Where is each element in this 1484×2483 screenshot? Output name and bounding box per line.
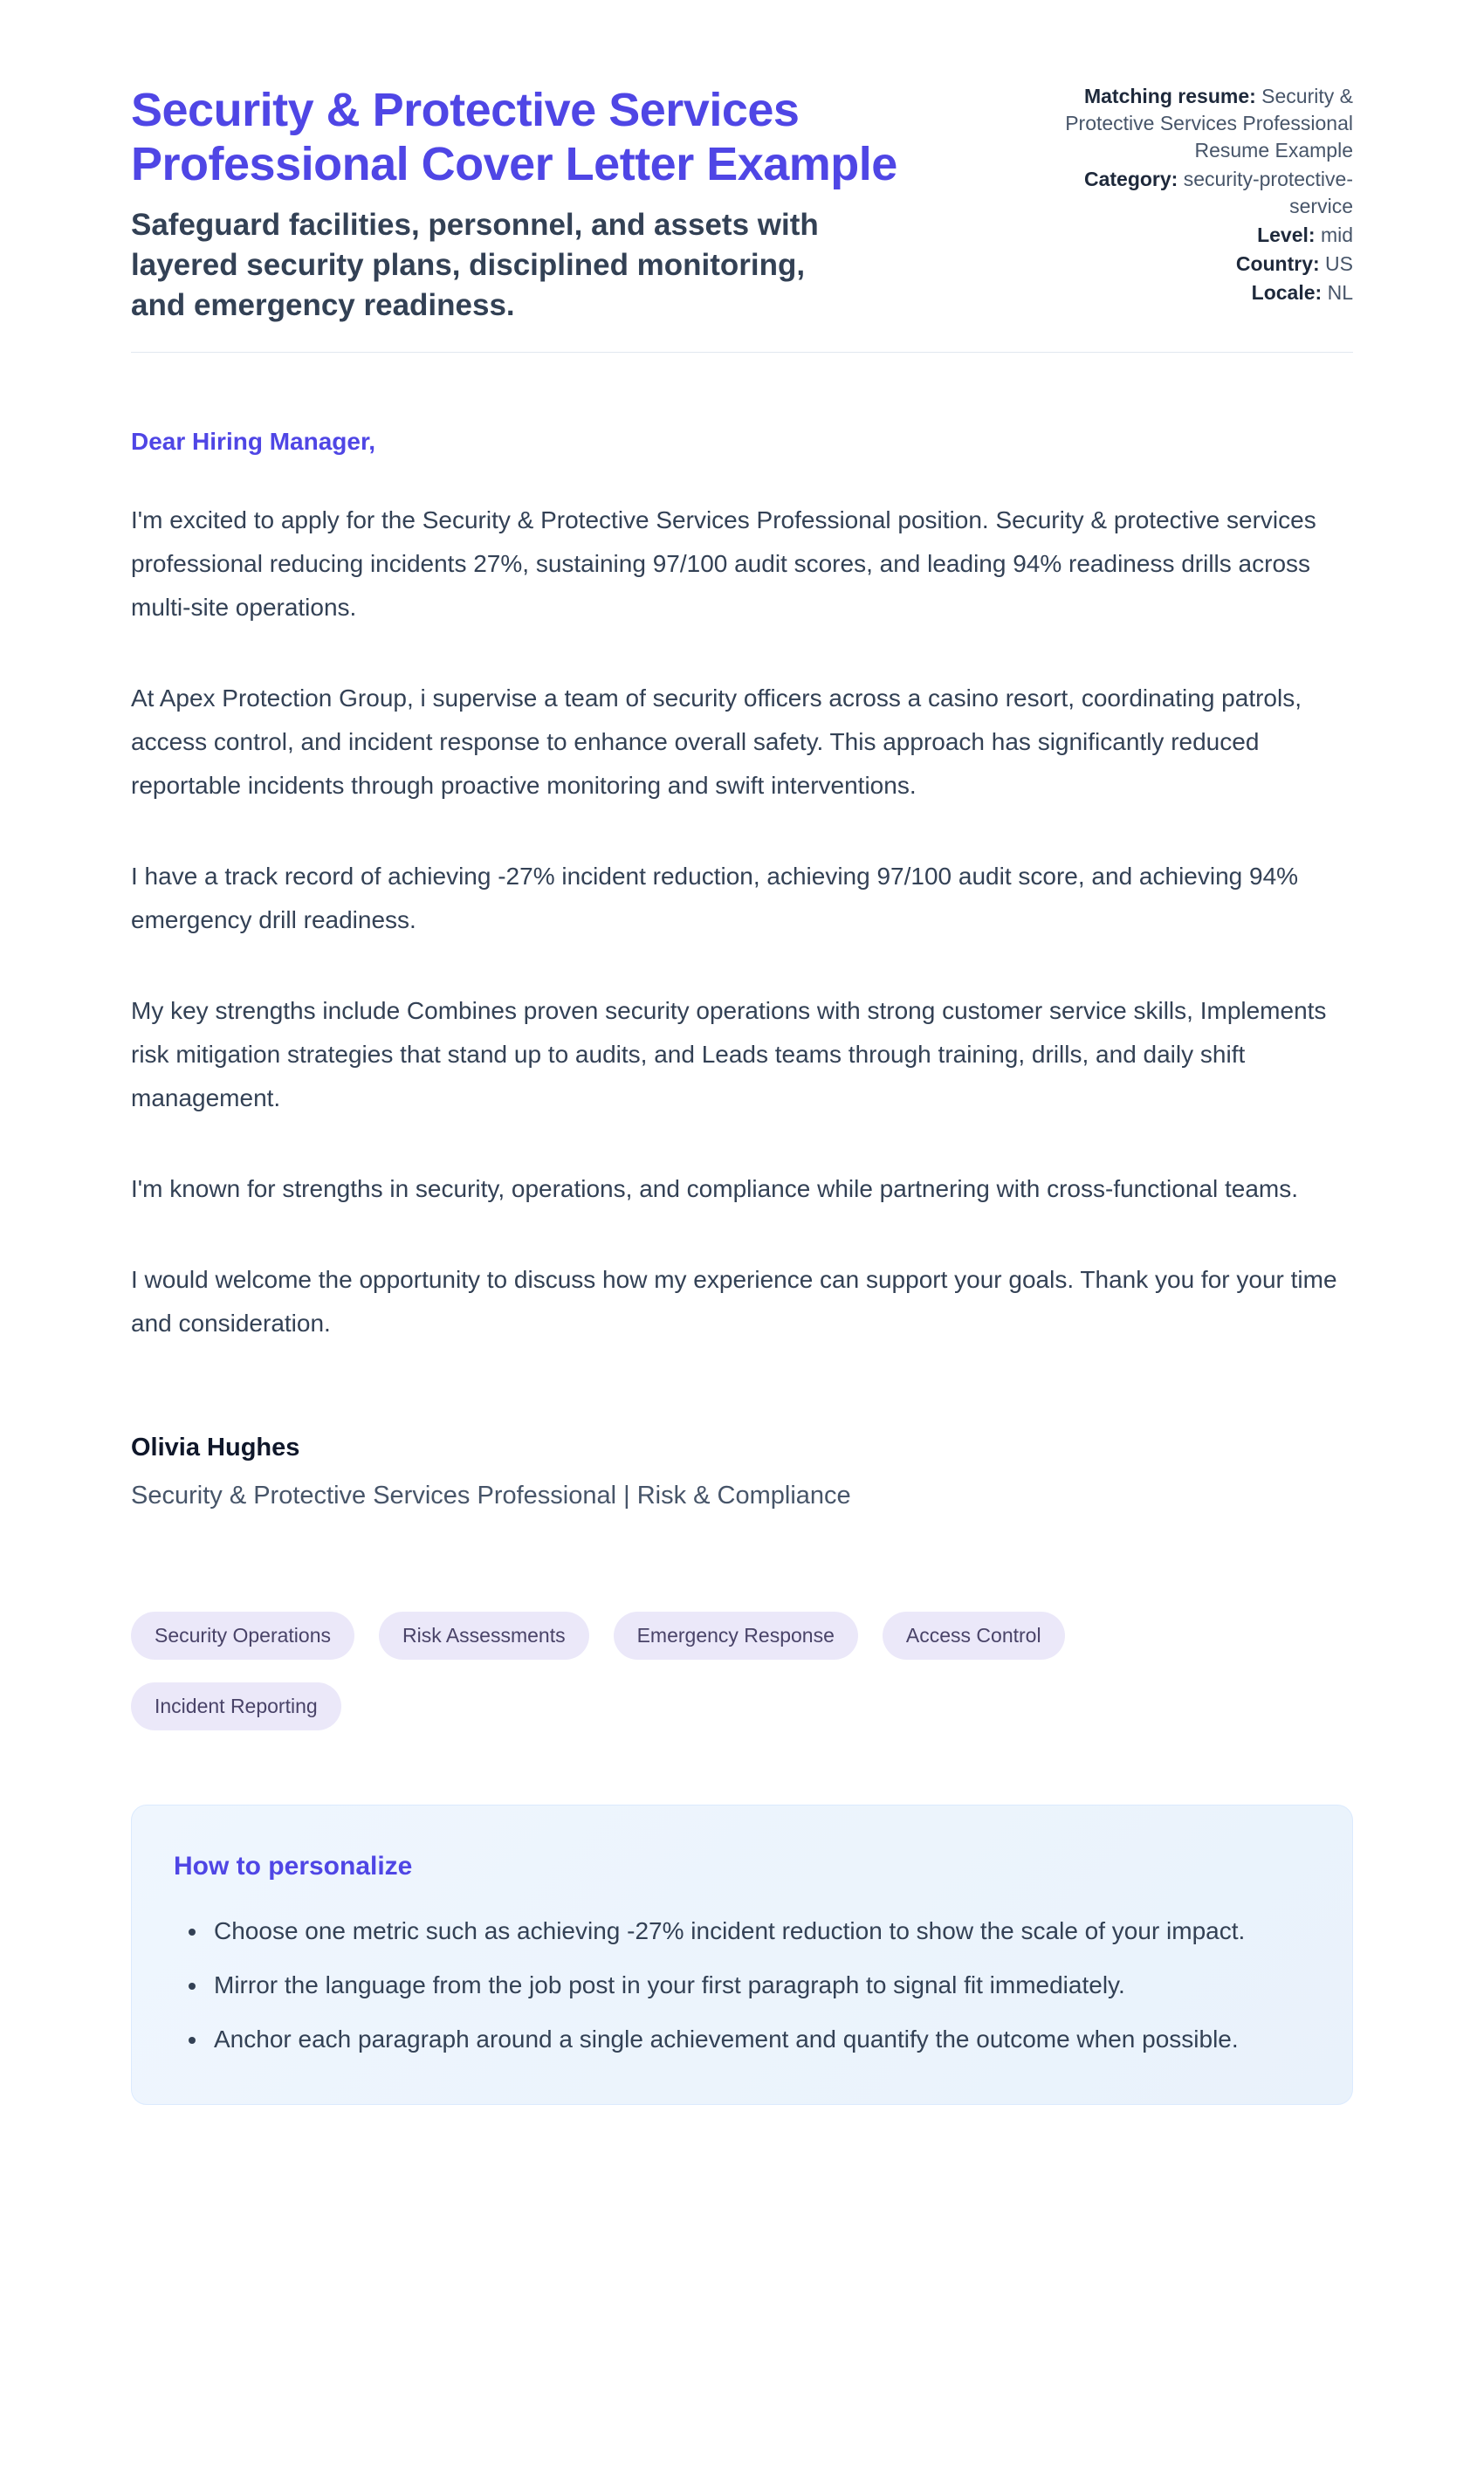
salutation: Dear Hiring Manager,	[131, 428, 376, 455]
meta-label: Matching resume:	[1083, 85, 1256, 107]
page-subtitle: Safeguard facilities, personnel, and assets with layered security plans, disciplined monitoring, and emergency readiness.	[131, 208, 819, 322]
page-title: Security & Protective Services Professional Cover Letter Example	[131, 84, 897, 190]
personalize-tip-card	[131, 1805, 1353, 2105]
meta-value: US	[1325, 252, 1353, 275]
skill-tags	[131, 1612, 1135, 1730]
meta-label: Level:	[1257, 224, 1316, 246]
signature-block	[131, 1433, 1353, 1511]
letter-paragraph: I'm excited to apply for the Security & Protective Services Professional position. Security & protective services professional reducing incidents 27%, sustaining 97/100 audit scores, and leading 94% readiness drills across multi-site operations.	[131, 506, 1316, 621]
meta-row-matching-resume	[1021, 83, 1353, 164]
meta-row-country	[1021, 251, 1353, 278]
letter-paragraph: My key strengths include Combines proven security operations with strong customer service skills, Implements risk mitigation strategies that stand up to audits, and Leads teams through training, drills, and daily shift management.	[131, 997, 1327, 1111]
tip-item: • Mirror the language from the job post in your first paragraph to signal fit immediately.	[209, 1964, 1282, 2006]
tip-item: • Anchor each paragraph around a single achievement and quantify the outcome when possible.	[209, 2019, 1282, 2060]
skill-tag: Emergency Response	[614, 1612, 858, 1660]
meta-value: Security & Protective Services Professional Resume Example	[1065, 85, 1353, 162]
header-title-block	[131, 83, 969, 326]
meta-value: security-protective-service	[1183, 168, 1353, 217]
letter-paragraph: I have a track record of achieving -27% incident reduction, achieving 97/100 audit score, and achieving 94% emergency drill readiness.	[131, 863, 1299, 933]
header-divider	[131, 352, 1353, 353]
skill-tag: Security Operations	[131, 1612, 354, 1660]
skill-tag: Incident Reporting	[131, 1682, 341, 1730]
meta-label: Locale:	[1251, 281, 1323, 304]
letter-body	[131, 499, 1353, 1345]
skill-tag: Access Control	[883, 1612, 1065, 1660]
meta-label: Country:	[1235, 252, 1320, 275]
meta-panel	[1021, 83, 1353, 308]
meta-row-level	[1021, 222, 1353, 249]
meta-value: NL	[1327, 281, 1353, 304]
tip-list	[174, 1910, 1310, 2060]
skill-tag: Risk Assessments	[379, 1612, 589, 1660]
meta-value: mid	[1320, 224, 1353, 246]
tip-card-title: How to personalize	[174, 1852, 413, 1881]
meta-row-category	[1021, 166, 1353, 220]
meta-label: Category:	[1083, 168, 1178, 190]
cover-letter-page	[131, 0, 1353, 2218]
tip-item: • Choose one metric such as achieving -27% incident reduction to show the scale of your impact.	[209, 1910, 1282, 1952]
letter-paragraph: I'm known for strengths in security, operations, and compliance while partnering with cross-functional teams.	[131, 1175, 1298, 1202]
letter-paragraph: At Apex Protection Group, i supervise a team of security officers across a casino resort, coordinating patrols, access control, and incident response to enhance overall safety. This approach has significantly reduced reportable incidents through proactive monitoring and swift interventions.	[131, 684, 1302, 799]
signature-title: Security & Protective Services Professional | Risk & Compliance	[131, 1482, 851, 1510]
signature-name: Olivia Hughes	[131, 1434, 300, 1462]
letter-paragraph: I would welcome the opportunity to discuss how my experience can support your goals. Thank you for your time and consideration.	[131, 1266, 1337, 1337]
page-header	[131, 83, 1353, 326]
meta-row-locale	[1021, 279, 1353, 306]
